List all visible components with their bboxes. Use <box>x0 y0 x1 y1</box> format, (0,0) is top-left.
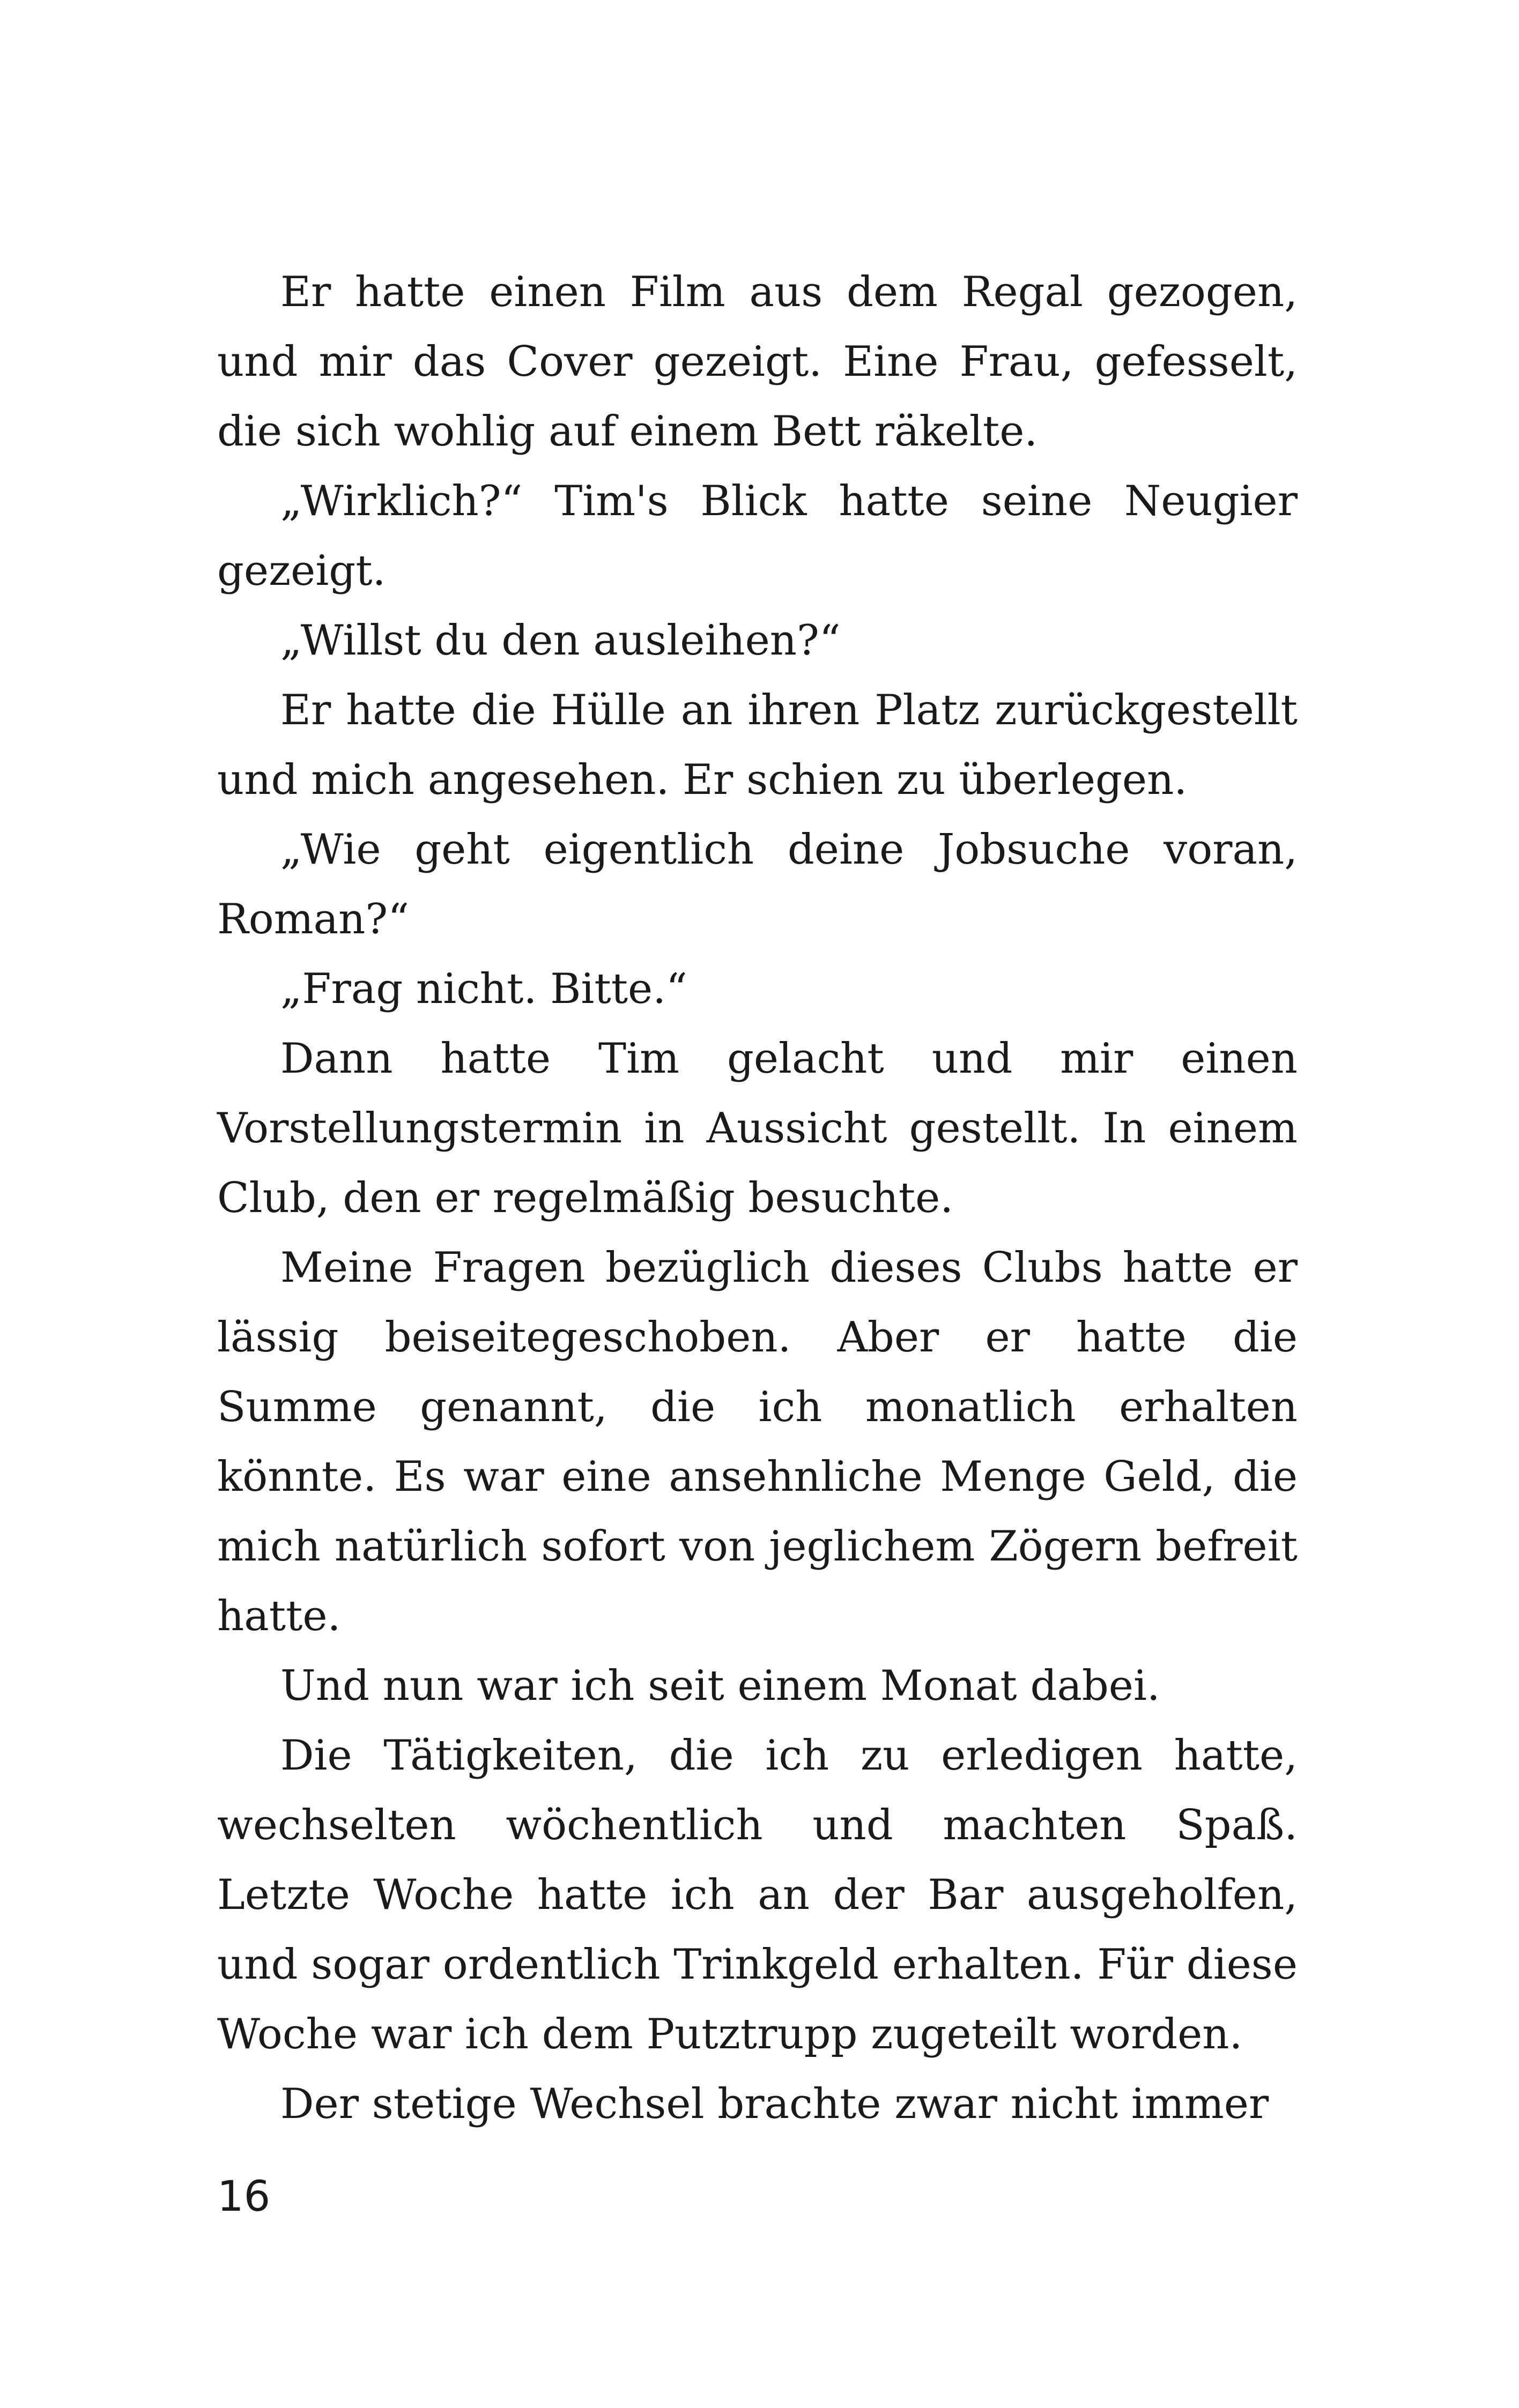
paragraph-4: Er hatte die Hülle an ihren Platz zurückgestellt und mich angesehen. Er schien zu überlegen. <box>217 686 1298 804</box>
paragraph-10: Die Tätigkeiten, die ich zu erledigen hatte, wechselten wöchentlich und machten Spaß. Letzte Woche hatte ich an der Bar ausgeholfen, und sogar ordentlich Trinkgeld erhalten. Für diese Woche war ich dem Putztrupp zugeteilt worden. <box>217 1731 1298 2058</box>
paragraph-3: „Willst du den ausleihen?“ <box>280 616 841 665</box>
paragraph-8: Meine Fragen bezüglich dieses Clubs hatte er lässig beiseitegeschoben. Aber er hatte die Summe genannt, die ich monatlich erhalten könnte. Es war eine ansehnliche Menge Geld, die mich natürlich sofort von jeglichem Zögern befreit hatte. <box>217 1244 1298 1640</box>
paragraph-2: „Wirklich?“ Tim's Blick hatte seine Neugier gezeigt. <box>217 477 1298 595</box>
paragraph-9: Und nun war ich seit einem Monat dabei. <box>280 1662 1160 1710</box>
page-number: 16 <box>217 2173 271 2221</box>
paragraph-6: „Frag nicht. Bitte.“ <box>280 965 687 1013</box>
body-text <box>217 257 1298 2139</box>
paragraph-5: „Wie geht eigentlich deine Jobsuche voran, Roman?“ <box>217 826 1298 943</box>
paragraph-11: Der stetige Wechsel brachte zwar nicht immer <box>280 2080 1269 2128</box>
paragraph-7: Dann hatte Tim gelacht und mir einen Vorstellungstermin in Aussicht gestellt. In einem Club, den er regelmäßig besuchte. <box>217 1035 1298 1222</box>
paragraph-1: Er hatte einen Film aus dem Regal gezogen, und mir das Cover gezeigt. Eine Frau, gefesselt, die sich wohlig auf einem Bett räkelte. <box>217 268 1298 456</box>
